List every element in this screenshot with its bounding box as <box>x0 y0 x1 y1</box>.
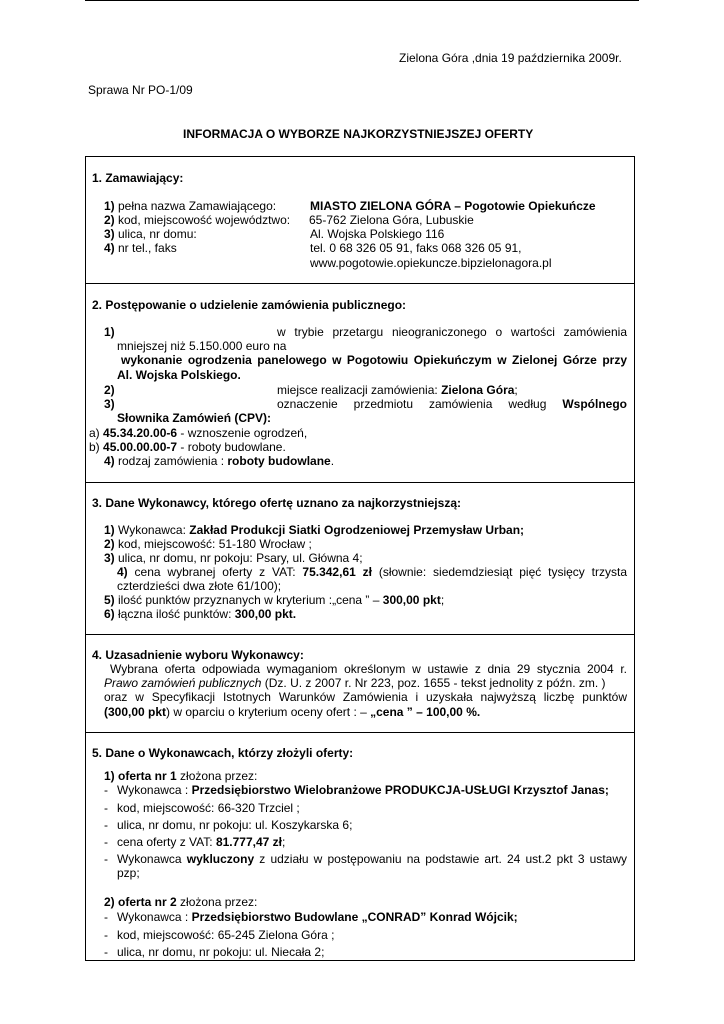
s3-item-5: 5) ilość punktów przyznanych w kryterium :„cena ” – 300,00 pkt; <box>104 593 445 607</box>
s2-item-3-text: oznaczenie przedmiotu zamówienia według Wspólnego <box>277 397 627 411</box>
s2-item-1-text: w trybie przetargu nieograniczonego o wartości zamówienia <box>277 325 627 339</box>
s5-offer-1-price: cena oferty z VAT: 81.777,47 zł; <box>117 835 286 849</box>
s2-item-2-text: miejsce realizacji zamówienia: Zielona Góra; <box>277 383 518 397</box>
s1-row-1-label: 1) pełna nazwa Zamawiającego: <box>104 199 277 213</box>
s2-cpv-a: a) 45.34.20.00-6 - wznoszenie ogrodzeń, <box>89 426 308 440</box>
s5-offer-1-postcode: kod, miejscowość: 66-320 Trzciel ; <box>117 801 300 815</box>
s2-item-4: 4) rodzaj zamówienia : roboty budowlane. <box>104 454 335 468</box>
s5-offer-1-exclusion-cont: pzp; <box>117 866 140 880</box>
s1-row-3-label: 3) ulica, nr domu: <box>104 227 197 241</box>
s2-item-3-num: 3) <box>104 397 115 411</box>
s3-item-2: 2) kod, miejscowość: 51-180 Wrocław ; <box>104 537 312 551</box>
s2-item-1-num: 1) <box>104 325 115 339</box>
s5-offer-2-dash: - <box>104 945 108 959</box>
s1-row-1-value: MIASTO ZIELONA GÓRA – Pogotowie Opiekuńcze <box>310 199 596 213</box>
s3-item-3: 3) ulica, nr domu, nr pokoju: Psary, ul. Główna 4; <box>104 551 363 565</box>
s4-line-2: Prawo zamówień publicznych (Dz. U. z 2007 r. Nr 223, poz. 1655 - tekst jednolity z późn. zm. ) <box>104 676 606 690</box>
section-3-heading: 3. Dane Wykonawcy, którego ofertę uznano za najkorzystniejszą: <box>92 496 461 510</box>
section-2-heading: 2. Postępowanie o udzielenie zamówienia publicznego: <box>92 298 407 312</box>
s5-offer-2-heading: 2) oferta nr 2 złożona przez: <box>104 895 258 909</box>
s1-row-2-label: 2) kod, miejscowość województwo: <box>104 213 291 227</box>
s3-item-4-cont: czterdzieści dwa złote 61/100); <box>117 579 282 593</box>
s1-row-4-label: 4) nr tel., faks <box>104 241 177 255</box>
s5-offer-2-dash: - <box>104 928 108 942</box>
s5-offer-2-street: ulica, nr domu, nr pokoju: ul. Niecała 2; <box>117 945 325 959</box>
s2-item-1-subject: wykonanie ogrodzenia panelowego w Pogotowiu Opiekuńczym w Zielonej Górze przy <box>121 353 627 367</box>
case-number: Sprawa Nr PO-1/09 <box>88 83 193 97</box>
s2-item-1-text-cont: mniejszej niż 5.150.000 euro na <box>117 339 287 353</box>
s2-cpv-b: b) 45.00.00.00-7 - roboty budowlane. <box>89 440 286 454</box>
s1-row-4-value: tel. 0 68 326 05 91, faks 068 326 05 91, <box>310 241 522 255</box>
s4-line-3: oraz w Specyfikacji Istotnych Warunków Zamówienia i uzyskała najwyższą liczbę punktów <box>104 690 627 704</box>
s5-offer-2-dash: - <box>104 910 108 924</box>
s5-offer-1-heading: 1) oferta nr 1 złożona przez: <box>104 769 258 783</box>
s5-offer-1-street: ulica, nr domu, nr pokoju: ul. Koszykarska 6; <box>117 818 353 832</box>
s1-row-2-value: 65-762 Zielona Góra, Lubuskie <box>309 213 474 227</box>
s4-line-1: Wybrana oferta odpowiada wymaganiom określonym w ustawie z dnia 29 stycznia 2004 r. <box>110 662 627 676</box>
top-rule <box>85 0 639 1</box>
s3-item-1: 1) Wykonawca: Zakład Produkcji Siatki Ogrodzeniowej Przemysław Urban; <box>104 523 525 537</box>
s2-item-3-text-cont: Słownika Zamówień (CPV): <box>117 411 272 425</box>
section-5-heading: 5. Dane o Wykonawcach, którzy złożyli oferty: <box>92 746 354 760</box>
s2-item-2-num: 2) <box>104 383 115 397</box>
section-4-heading: 4. Uzasadnienie wyboru Wykonawcy: <box>92 648 304 662</box>
s5-offer-1-exclusion: Wykonawca wykluczony z udziału w postępowaniu na podstawie art. 24 ust.2 pkt 3 ustawy <box>117 852 628 866</box>
document-title: INFORMACJA O WYBORZE NAJKORZYSTNIEJSZEJ OFERTY <box>183 127 534 141</box>
s4-line-4: (300,00 pkt) w oparciu o kryterium oceny ofert : – „cena ” – 100,00 %. <box>104 705 481 719</box>
s3-item-6: 6) łączna ilość punktów: 300,00 pkt. <box>104 607 297 621</box>
date-line: Zielona Góra ,dnia 19 października 2009r. <box>399 51 622 65</box>
s5-offer-1-dash: - <box>104 801 108 815</box>
s5-offer-1-dash: - <box>104 835 108 849</box>
s5-offer-1-dash: - <box>104 818 108 832</box>
section-1-heading: 1. Zamawiający: <box>92 171 184 185</box>
s3-item-4: 4) cena wybranej oferty z VAT: 75.342,61 zł (słownie: siedemdziesiąt pięć tysięcy trzysta <box>117 565 627 579</box>
s5-offer-1-dash: - <box>104 783 108 797</box>
s1-row-4-website: www.pogotowie.opiekuncze.bipzielonagora.pl <box>310 256 552 270</box>
s5-offer-1-dash: - <box>104 852 108 866</box>
s5-offer-2-contractor: Wykonawca : Przedsiębiorstwo Budowlane „CONRAD” Konrad Wójcik; <box>117 910 518 924</box>
s5-offer-1-contractor: Wykonawca : Przedsiębiorstwo Wielobranżowe PRODUKCJA-USŁUGI Krzysztof Janas; <box>117 783 609 797</box>
s5-offer-2-postcode: kod, miejscowość: 65-245 Zielona Góra ; <box>117 928 335 942</box>
s2-item-1-subject-cont: Al. Wojska Polskiego. <box>117 368 241 382</box>
s1-row-3-value: Al. Wojska Polskiego 116 <box>310 227 445 241</box>
